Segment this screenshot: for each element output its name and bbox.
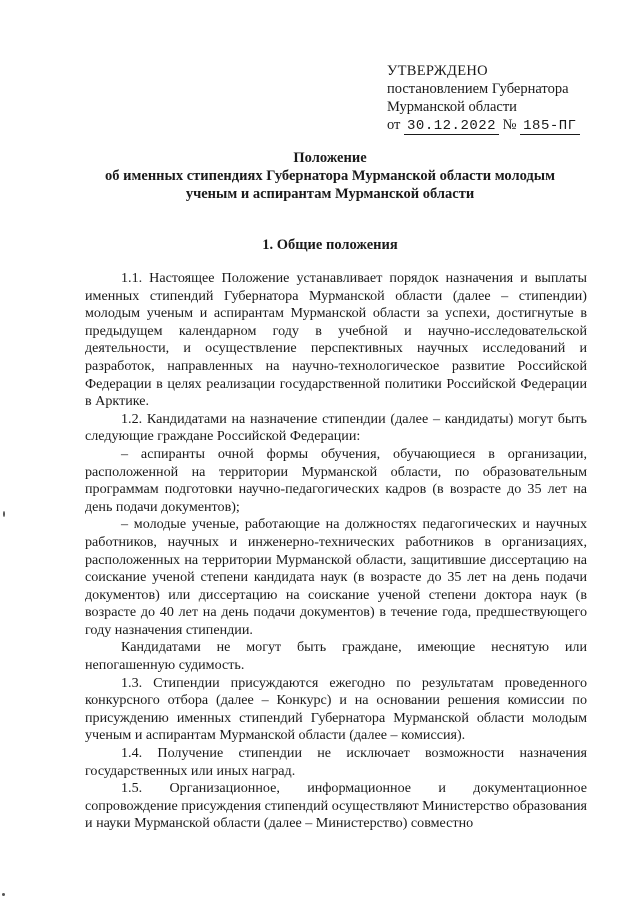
approval-line-2: Мурманской области: [387, 99, 517, 115]
document-body: [85, 270, 587, 833]
list-item-postgraduates: – аспиранты очной формы обучения, обучающиеся в организации, расположенной на территории Мурманской области, по образовательным программам подготовки научно-педагогических кадров (в возрасте до 35 лет на день подачи документов);: [85, 445, 587, 515]
title-line-2: об именных стипендиях Губернатора Мурманской области молодым: [105, 168, 555, 184]
approval-stamp: [387, 62, 580, 135]
scan-artifact: [2, 893, 5, 896]
paragraph-1-2: 1.2. Кандидатами на назначение стипендии (далее – кандидаты) могут быть следующие граждане Российской Федерации:: [85, 410, 587, 445]
approval-line-1: постановлением Губернатора: [387, 81, 569, 97]
list-item-young-scientists: – молодые ученые, работающие на должностях педагогических и научных работников, научных и инженерно-технических работников в организациях, расположенных на территории Мурманской области, защитившие диссертацию на соискание ученой степени кандидата наук (в возрасте до 35 лет на день подачи документов) или диссертацию на соискание ученой степени доктора наук (в возрасте до 40 лет на день подачи документов) в течение года, предшествующего году назначения стипендии.: [85, 516, 587, 638]
approval-title: УТВЕРЖДЕНО: [387, 63, 488, 79]
title-line-3: ученым и аспирантам Мурманской области: [185, 186, 475, 202]
paragraph-1-1: 1.1. Настоящее Положение устанавливает порядок назначения и выплаты именных стипендий Губернатора Мурманской области (далее – стипендии) молодым ученым и аспирантам Мурманской области за успехи, достигнутые в предыдущем календарном году в учебной и научно-исследовательской деятельности, и осуществление перспективных научных исследований и разработок, направленных на научно-технологическое развитие Российской Федерации в целях реализации государственной политики Российской Федерации в Арктике.: [85, 270, 587, 410]
paragraph-1-4: 1.4. Получение стипендии не исключает возможности назначения государственных или иных наград.: [85, 745, 587, 779]
approval-number-sign: №: [502, 117, 517, 133]
paragraph-exclusion: Кандидатами не могут быть граждане, имеющие неснятую или непогашенную судимость.: [85, 639, 587, 674]
approval-date-line: [387, 116, 580, 135]
approval-date: 30.12.2022: [404, 118, 499, 135]
scan-artifact: [3, 511, 5, 517]
title-line-1: Положение: [293, 150, 367, 166]
paragraph-1-3: 1.3. Стипендии присуждаются ежегодно по результатам проведенного конкурсного отбора (далее – Конкурс) и на основании решения комиссии по присуждению именных стипендий Губернатора Мурманской области молодым ученым и аспирантам Мурманской области (далее – комиссия).: [85, 674, 587, 744]
section-heading: 1. Общие положения: [262, 237, 398, 253]
approval-from: от: [387, 117, 401, 133]
approval-number: 185-ПГ: [520, 118, 579, 135]
paragraph-1-5: 1.5. Организационное, информационное и документационное сопровождение присуждения стипендий осуществляют Министерство образования и науки Мурманской области (далее – Министерство) совместно: [85, 780, 587, 832]
document-title: [60, 149, 600, 203]
